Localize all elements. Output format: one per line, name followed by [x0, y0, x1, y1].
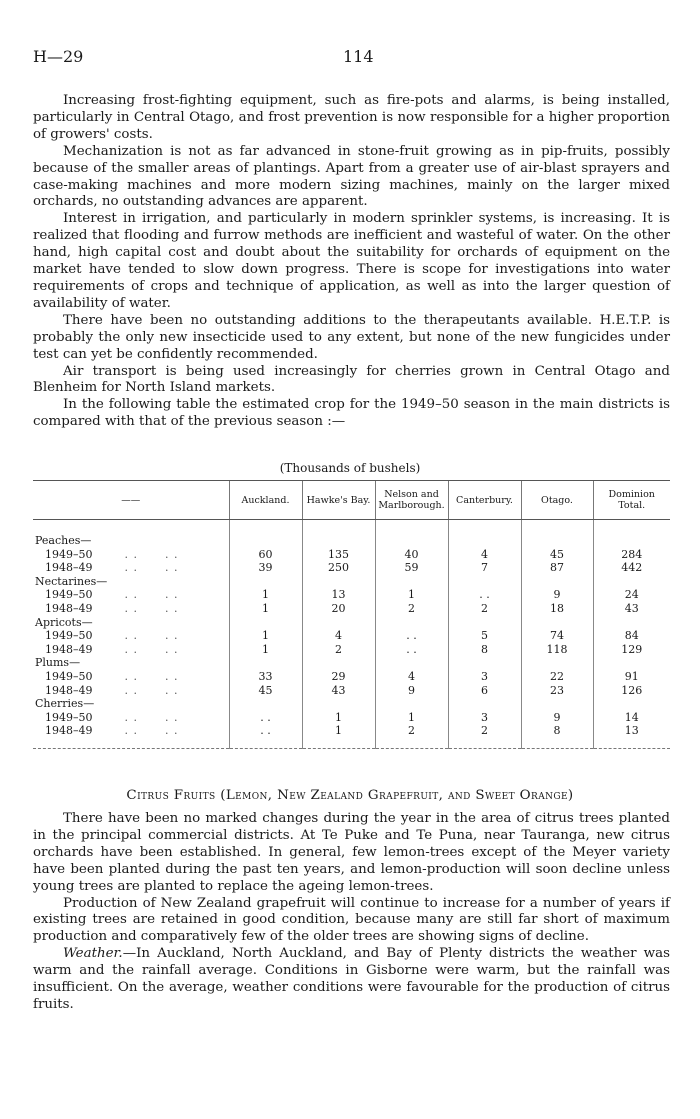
fruit-group-label: Apricots— — [35, 615, 93, 629]
table-row — [33, 602, 670, 616]
leader-dots: . . . . — [124, 561, 179, 575]
table-row — [33, 548, 670, 562]
table-cell: . . — [229, 711, 302, 725]
table-cell: 5 — [448, 629, 521, 643]
table-cell: 40 — [375, 548, 448, 562]
paragraph-irrigation: Interest in irrigation, and particularly in modern sprinkler systems, is increasing. It is realized that flooding and furrow methods are inefficient and wasteful of water. On the other hand, high capital cost and doubt about the suitability for orchards of equipment on the market have tended to slow down progress. There is scope for investigations into water requirements of crops and technique of application, as well as into the larger question of availability of water. — [33, 211, 670, 311]
table-cell: . . — [375, 643, 448, 657]
table-cell: 45 — [229, 684, 302, 698]
season-label: 1949–50 — [45, 669, 93, 683]
table-cell: 29 — [302, 670, 375, 684]
season-cell — [33, 711, 229, 725]
table-cell: 118 — [521, 643, 593, 657]
table-cell: 13 — [302, 588, 375, 602]
table-cell: 8 — [521, 724, 593, 738]
table-cell: 1 — [229, 602, 302, 616]
table-cell: 59 — [375, 561, 448, 575]
season-cell — [33, 724, 229, 738]
table-cell: 1 — [375, 588, 448, 602]
table-cell: 74 — [521, 629, 593, 643]
table-cell: 2 — [448, 602, 521, 616]
leader-dots: . . . . — [124, 588, 179, 602]
season-label: 1948–49 — [45, 561, 93, 575]
table-cell: 43 — [593, 602, 670, 616]
table-cell: 3 — [448, 670, 521, 684]
header-hawkes-bay: Hawke's Bay. — [302, 481, 375, 520]
table-row — [33, 588, 670, 602]
crop-table — [33, 480, 670, 749]
fruit-group-label: Peaches— — [35, 534, 92, 547]
table-cell: 91 — [593, 670, 670, 684]
table-cell: 4 — [302, 629, 375, 643]
table-cell: 8 — [448, 643, 521, 657]
header-dominion-total: Dominion Total. — [593, 481, 670, 520]
leader-dots: . . . . — [124, 601, 179, 615]
season-cell — [33, 643, 229, 657]
header-otago: Otago. — [521, 481, 593, 520]
paragraph-weather — [33, 946, 670, 1014]
paragraph-therapeutants: There have been no outstanding additions to the therapeutants available. H.E.T.P. is probably the only new insecticide used to any extent, but none of the new fungicides under test can yet be confidently recommended. — [33, 312, 670, 362]
table-cell: 4 — [448, 548, 521, 562]
table-cell: 87 — [521, 561, 593, 575]
table-cell: 1 — [302, 711, 375, 725]
table-cell: . . — [375, 629, 448, 643]
paragraph-frost: Increasing frost-fighting equipment, such as fire-pots and alarms, is being installed, particularly in Central Otago, and frost prevention is now responsible for a higher proportion of growers' costs. — [33, 93, 670, 142]
table-group-row — [33, 616, 670, 630]
table-cell: 45 — [521, 548, 593, 562]
season-cell — [33, 602, 229, 616]
table-row — [33, 684, 670, 698]
season-label: 1948–49 — [45, 642, 93, 656]
table-cell: 2 — [448, 724, 521, 738]
table-cell: 9 — [521, 588, 593, 602]
paragraph-grapefruit: Production of New Zealand grapefruit will continue to increase for a number of years if existing trees are retained in good condition, because many are still far short of maximum production and comparatively few of the older trees are showing signs of decline. — [33, 895, 670, 945]
table-group-row — [33, 534, 670, 548]
table-cell: 14 — [593, 711, 670, 725]
document-reference: H—29 — [33, 47, 84, 66]
table-row — [33, 670, 670, 684]
table-cell: 2 — [302, 643, 375, 657]
table-cell: . . — [448, 588, 521, 602]
leader-dots: . . . . — [124, 683, 179, 697]
fruit-group-label: Nectarines— — [35, 574, 108, 588]
page-header — [33, 47, 673, 71]
table-cell: 3 — [448, 711, 521, 725]
season-cell — [33, 561, 229, 575]
table-cell: 33 — [229, 670, 302, 684]
table-cell: 23 — [521, 684, 593, 698]
leader-dots: . . . . — [124, 642, 179, 656]
table-row — [33, 629, 670, 643]
fruit-group-label: Plums— — [35, 656, 81, 670]
table-cell: 1 — [229, 588, 302, 602]
table-units: (Thousands of bushels) — [279, 461, 421, 475]
body-text-top — [33, 93, 670, 431]
table-cell: 126 — [593, 684, 670, 698]
table-cell: 13 — [593, 724, 670, 738]
table-header-row — [33, 481, 670, 520]
season-label: 1948–49 — [45, 724, 93, 738]
season-cell — [33, 684, 229, 698]
leader-dots: . . . . — [124, 724, 179, 738]
header-canterbury: Canterbury. — [448, 481, 521, 520]
paragraph-air-transport: Air transport is being used increasingly for cherries grown in Central Otago and Blenheim for North Island markets. — [33, 363, 670, 396]
table-group-row — [33, 575, 670, 589]
table-cell: 135 — [302, 548, 375, 562]
table-cell: 1 — [302, 724, 375, 738]
fruit-group-label: Cherries— — [35, 697, 95, 711]
table-group-row — [33, 656, 670, 670]
table-cell: 60 — [229, 548, 302, 562]
leader-dots: . . . . — [124, 629, 179, 643]
table-cell: 7 — [448, 561, 521, 575]
season-cell — [33, 670, 229, 684]
table-cell: 1 — [229, 629, 302, 643]
season-label: 1949–50 — [45, 629, 93, 643]
leader-dots: . . . . — [124, 547, 179, 561]
season-cell — [33, 629, 229, 643]
table-cell: 20 — [302, 602, 375, 616]
table-cell: 129 — [593, 643, 670, 657]
season-cell — [33, 548, 229, 562]
table-row — [33, 711, 670, 725]
leader-dots: . . . . — [124, 710, 179, 724]
table-cell: 22 — [521, 670, 593, 684]
table-cell: 84 — [593, 629, 670, 643]
section-title-text: Citrus Fruits (Lemon, New Zealand Grapefruit, and Sweet Orange) — [126, 788, 574, 803]
table-body — [33, 520, 670, 749]
paragraph-citrus-area: There have been no marked changes during the year in the area of citrus trees planted in the principal commercial districts. At Te Puke and Te Puna, near Tauranga, new citrus orchards have been established. In general, few lemon-trees except of the Meyer variety have been planted during the past ten years, and lemon-production will soon decline unless young trees are planted to replace the ageing lemon-trees. — [33, 811, 670, 894]
table-spacer — [33, 520, 670, 535]
table-group-row — [33, 697, 670, 711]
crop-table-container — [33, 480, 670, 749]
header-blank: —— — [33, 481, 229, 520]
table-row — [33, 724, 670, 738]
section-title-citrus — [0, 788, 700, 803]
table-cell: 2 — [375, 602, 448, 616]
paragraph-mechanization: Mechanization is not as far advanced in stone-fruit growing as in pip-fruits, possibly because of the smaller areas of plantings. Apart from a greater use of air-blast sprayers and case-making machines and more modern sizing machines, mainly on the larger mixed orchards, no outstanding advances are apparent. — [33, 143, 670, 210]
weather-text: —In Auckland, North Auckland, and Bay of Plenty districts the weather was warm and the rainfall average. Conditions in Gisborne were warm, but the rainfall was insufficient. On the average, weather conditions were favourable for the production of citrus fruits. — [33, 946, 670, 1012]
table-cell: 4 — [375, 670, 448, 684]
table-cell: 24 — [593, 588, 670, 602]
table-cell: 250 — [302, 561, 375, 575]
table-cell: 1 — [229, 643, 302, 657]
table-cell: 18 — [521, 602, 593, 616]
table-cell: 6 — [448, 684, 521, 698]
table-cell: 9 — [521, 711, 593, 725]
table-row — [33, 561, 670, 575]
body-text-bottom — [33, 811, 670, 1014]
table-bottom-rule — [33, 738, 670, 749]
season-label: 1949–50 — [45, 710, 93, 724]
header-nelson-marlborough: Nelson and Marlborough. — [375, 481, 448, 520]
season-label: 1948–49 — [45, 683, 93, 697]
table-row — [33, 643, 670, 657]
table-cell: 43 — [302, 684, 375, 698]
paragraph-table-intro: In the following table the estimated crop for the 1949–50 season in the main districts is compared with that of the previous season :— — [33, 397, 670, 430]
table-cell: 442 — [593, 561, 670, 575]
page-number: 114 — [343, 47, 374, 66]
table-cell: 39 — [229, 561, 302, 575]
table-cell: 1 — [375, 711, 448, 725]
table-cell: 2 — [375, 724, 448, 738]
season-label: 1949–50 — [45, 588, 93, 602]
table-cell: 9 — [375, 684, 448, 698]
season-cell — [33, 588, 229, 602]
table-cell: . . — [229, 724, 302, 738]
table-cell: 284 — [593, 548, 670, 562]
header-auckland: Auckland. — [229, 481, 302, 520]
weather-label: Weather. — [63, 946, 123, 962]
season-label: 1948–49 — [45, 601, 93, 615]
season-label: 1949–50 — [45, 547, 93, 561]
leader-dots: . . . . — [124, 669, 179, 683]
